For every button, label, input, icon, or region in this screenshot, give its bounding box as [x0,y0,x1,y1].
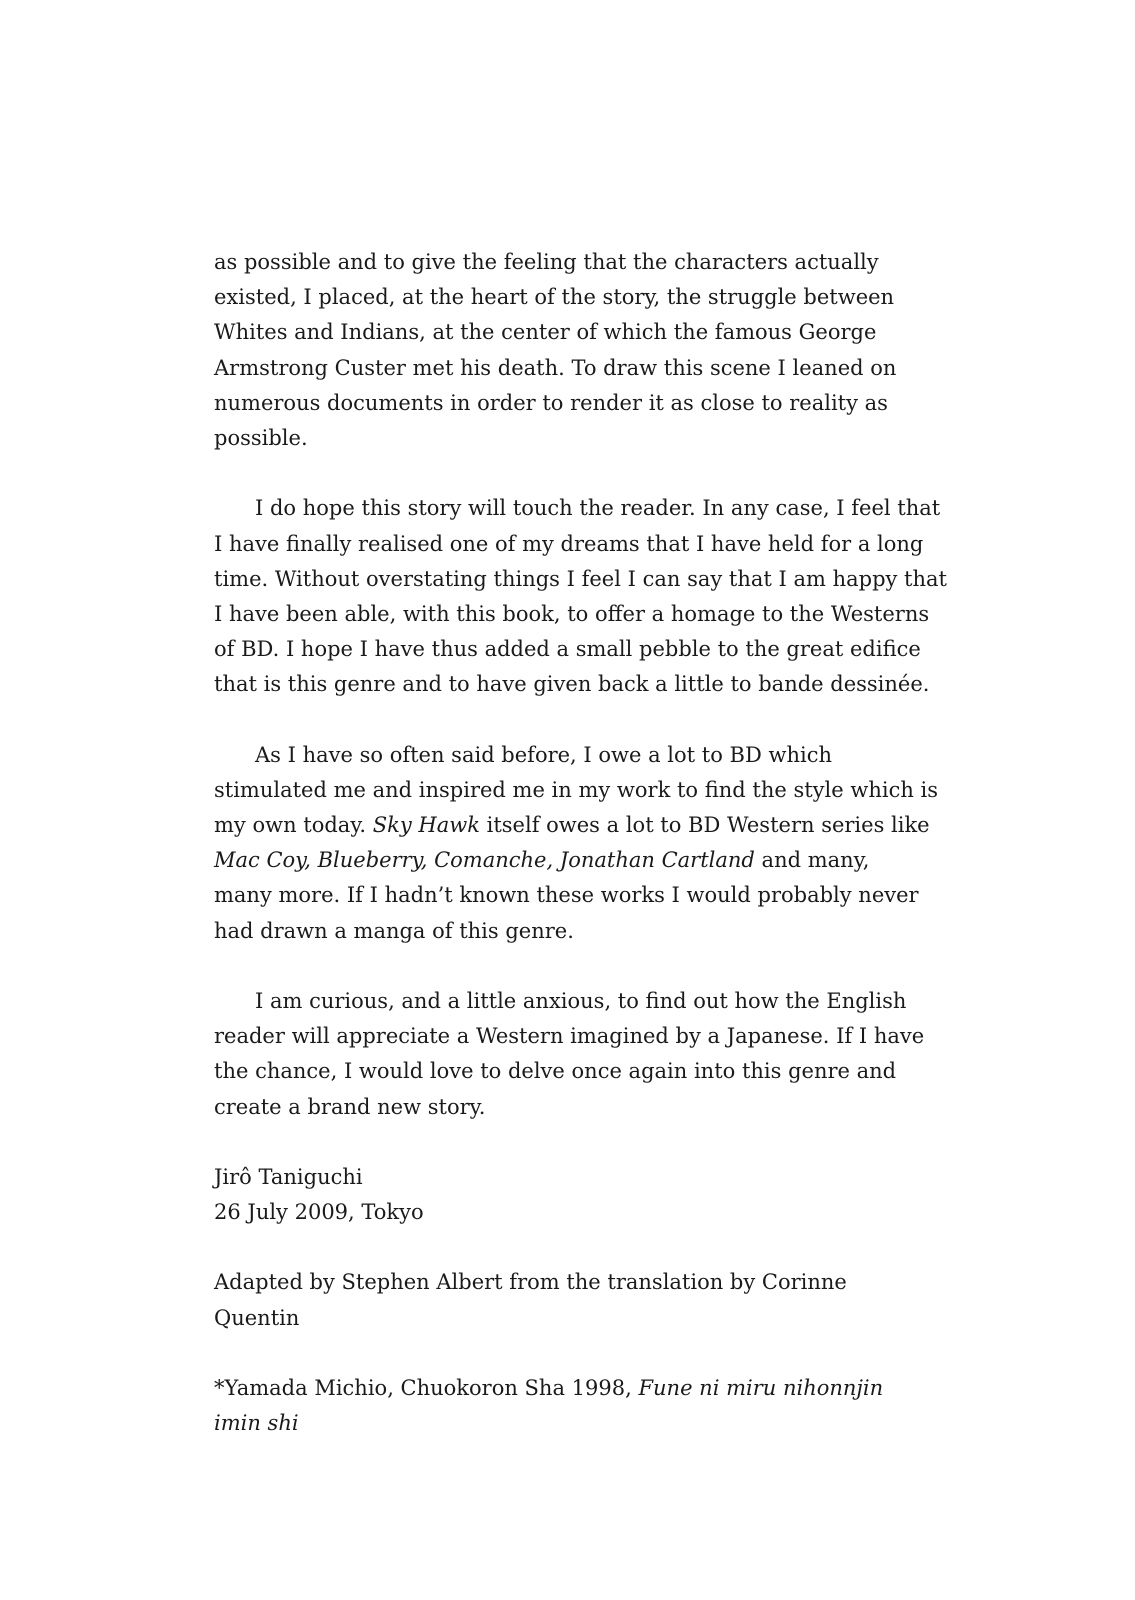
footnote [214,1371,934,1441]
footnote-title: Fune ni miru nihonnjin [638,1376,884,1400]
text-run: *Yamada Michio, Chuokoron Sha 1998, [214,1376,639,1400]
text-line [214,843,934,878]
text-line: numerous documents in order to render it as close to reality as [214,390,888,415]
text-line: time. Without overstating things I feel I can say that I am happy that [214,566,947,591]
footnote-title: imin shi [214,1411,299,1436]
text-line: I do hope this story will touch the reader. In any case, I feel that [255,496,941,521]
text-line: the chance, I would love to delve once again into this genre and [214,1059,897,1084]
text-line: Adapted by Stephen Albert from the translation by Corinne [214,1270,847,1295]
afterword-text [214,245,947,1441]
text-line: existed, I placed, at the heart of the story, the struggle between [214,285,895,310]
signature-block [214,1160,934,1230]
text-run: itself owes a lot to BD Western series like [479,813,930,837]
text-line: of BD. I hope I have thus added a small pebble to the great edifice [214,637,921,662]
paragraph-gap [214,1336,934,1371]
paragraph-gap [214,456,934,491]
text-line: Whites and Indians, at the center of which the famous George [214,320,877,345]
text-run: and many, [754,848,870,873]
text-line: as possible and to give the feeling that the characters actually [214,250,879,274]
text-line: many more. If I hadn’t known these works I would probably never [214,883,919,908]
text-line: stimulated me and inspired me in my work to find the style which is [214,777,939,802]
text-line: reader will appreciate a Western imagined by a Japanese. If I have [214,1024,925,1049]
paragraph-2 [214,491,947,702]
translation-credit [214,1265,934,1335]
paragraph-1 [214,245,934,456]
text-line: I am curious, and a little anxious, to find out how the English [255,988,907,1013]
text-line: Quentin [214,1305,300,1330]
text-line: As I have so often said before, I owe a lot to BD which [255,742,832,767]
author-name: Jirô Taniguchi [214,1164,363,1189]
text-line: I have been able, with this book, to offer a homage to the Westerns [214,601,930,626]
text-line [214,808,934,843]
text-line: that is this genre and to have given back a little to bande dessinée. [214,672,930,697]
series-titles: Mac Coy, Blueberry, Comanche, Jonathan Cartland [214,848,755,873]
text-line [214,1406,934,1441]
text-line [214,1371,934,1406]
paragraph-4 [214,984,934,1125]
paragraph-gap [214,949,934,984]
text-run: my own today. [214,813,373,837]
paragraph-gap [214,1125,934,1160]
book-title-sky-hawk: Sky Hawk [372,813,480,837]
paragraph-gap [214,1230,934,1265]
date-place: 26 July 2009, Tokyo [214,1200,424,1225]
text-line: I have finally realised one of my dreams that I have held for a long [214,531,924,556]
paragraph-3 [214,738,939,949]
text-line: create a brand new story. [214,1094,486,1119]
text-line: Armstrong Custer met his death. To draw this scene I leaned on [214,355,897,380]
text-line: had drawn a manga of this genre. [214,918,574,943]
text-line: possible. [214,425,308,450]
paragraph-gap [214,702,934,737]
